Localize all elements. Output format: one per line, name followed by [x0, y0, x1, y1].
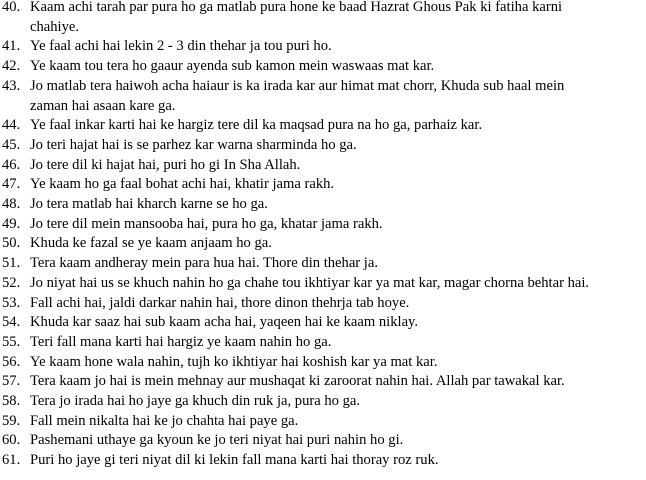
list-item-text: Tera kaam jo hai is mein mehnay aur mushaqat ki zaroorat nahin hai. Allah par tawakal kar.	[30, 373, 565, 390]
list-item	[0, 175, 646, 195]
list-item	[0, 412, 646, 432]
list-item-number: 57.	[2, 373, 21, 390]
list-item	[0, 57, 646, 77]
list-item-number: 58.	[2, 393, 21, 410]
list-item-number	[0, 97, 30, 117]
list-item-text: Tera kaam andheray mein para hua hai. Thore din thehar ja.	[30, 255, 378, 272]
list-item	[0, 392, 646, 412]
list-item	[0, 372, 646, 392]
list-item-text: Teri fall mana karti hai hargiz ye kaam nahin ho ga.	[30, 333, 332, 350]
list-item	[0, 353, 646, 373]
list-item-number: 60.	[2, 432, 21, 449]
list-item-text: Jo tere dil mein mansooba hai, pura ho ga, khatar jama rakh.	[30, 215, 383, 232]
list-item-text: Puri ho jaye gi teri niyat dil ki lekin fall mana karti hai thoray roz ruk.	[30, 452, 439, 469]
list-item-text: Fall achi hai, jaldi darkar nahin hai, thore dinon thehrja tab hoye.	[30, 294, 410, 311]
list-item-number: 50.	[2, 235, 21, 252]
list-item	[0, 234, 646, 254]
list-item-number: 51.	[2, 255, 21, 272]
list-item-number: 41.	[2, 38, 21, 55]
list-item	[0, 77, 646, 97]
list-item-continuation	[0, 18, 646, 38]
list-item-number: 52.	[2, 274, 21, 291]
list-item-text: Jo tera matlab hai kharch karne se ho ga.	[30, 196, 268, 213]
list-item-text: Jo tere dil ki hajat hai, puri ho gi In Sha Allah.	[30, 156, 301, 173]
list-item-number	[0, 18, 30, 38]
list-item	[0, 294, 646, 314]
list-item-number: 49.	[2, 215, 21, 232]
list-item-number: 59.	[2, 412, 21, 429]
list-item-text: Fall mein nikalta hai ke jo chahta hai paye ga.	[30, 412, 299, 429]
list-item-text: Jo niyat hai us se khuch nahin ho ga chahe tou ikhtiyar kar ya mat kar, magar chorna behtar hai.	[30, 274, 590, 291]
list-item	[0, 274, 646, 294]
list-item-number: 54.	[2, 314, 21, 331]
list-item-text: Khuda ke fazal se ye kaam anjaam ho ga.	[30, 235, 272, 252]
list-item	[0, 431, 646, 451]
list-item	[0, 116, 646, 136]
list-item-number: 55.	[2, 333, 21, 350]
list-item-number: 56.	[2, 353, 21, 370]
list-item-text: Ye kaam hone wala nahin, tujh ko ikhtiyar hai koshish kar ya mat kar.	[30, 353, 438, 370]
list-item	[0, 451, 646, 471]
list-item-number: 43.	[2, 77, 21, 94]
list-item	[0, 195, 646, 215]
list-item-number: 53.	[2, 294, 21, 311]
list-item	[0, 156, 646, 176]
list-item-number: 40.	[2, 0, 21, 15]
list-item-text: Pashemani uthaye ga kyoun ke jo teri niyat hai puri nahin ho gi.	[30, 432, 404, 449]
list-item-text: Kaam achi tarah par pura ho ga matlab pura hone ke baad Hazrat Ghous Pak ki fatiha karni	[30, 0, 563, 15]
list-item	[0, 333, 646, 353]
list-item	[0, 136, 646, 156]
list-item-text: Ye kaam tou tera ho gaaur ayenda sub kamon mein waswaas mat kar.	[30, 58, 435, 75]
list-item-number: 47.	[2, 176, 21, 193]
list-item-text: zaman hai asaan kare ga.	[30, 97, 176, 114]
list-item-text: Jo teri hajat hai is se parhez kar warna sharminda ho ga.	[30, 136, 357, 153]
list-item-text: Ye faal achi hai lekin 2 - 3 din thehar ja tou puri ho.	[30, 38, 332, 55]
list-item-number: 45.	[2, 136, 21, 153]
list-item-text: chahiye.	[30, 18, 80, 35]
list-item-text: Ye faal inkar karti hai ke hargiz tere dil ka maqsad pura na ho ga, parhaiz kar.	[30, 117, 483, 134]
list-item-continuation	[0, 97, 646, 117]
list-item-number: 48.	[2, 196, 21, 213]
list-item-text: Khuda kar saaz hai sub kaam acha hai, yaqeen hai ke kaam niklay.	[30, 314, 419, 331]
list-item-text: Jo matlab tera haiwoh acha haiaur is ka irada kar aur himat mat chorr, Khuda sub haal mein	[30, 77, 565, 94]
list-item-text: Ye kaam ho ga faal bohat achi hai, khatir jama rakh.	[30, 176, 335, 193]
list-item	[0, 37, 646, 57]
list-item-number: 46.	[2, 156, 21, 173]
list-item-number: 44.	[2, 117, 21, 134]
list-item-text: Tera jo irada hai ho jaye ga khuch din ruk ja, pura ho ga.	[30, 393, 361, 410]
list-item	[0, 313, 646, 333]
list-item	[0, 0, 646, 18]
list-item	[0, 215, 646, 235]
list-item-number: 61.	[2, 452, 21, 469]
list-item-number: 42.	[2, 58, 21, 75]
list-item	[0, 254, 646, 274]
